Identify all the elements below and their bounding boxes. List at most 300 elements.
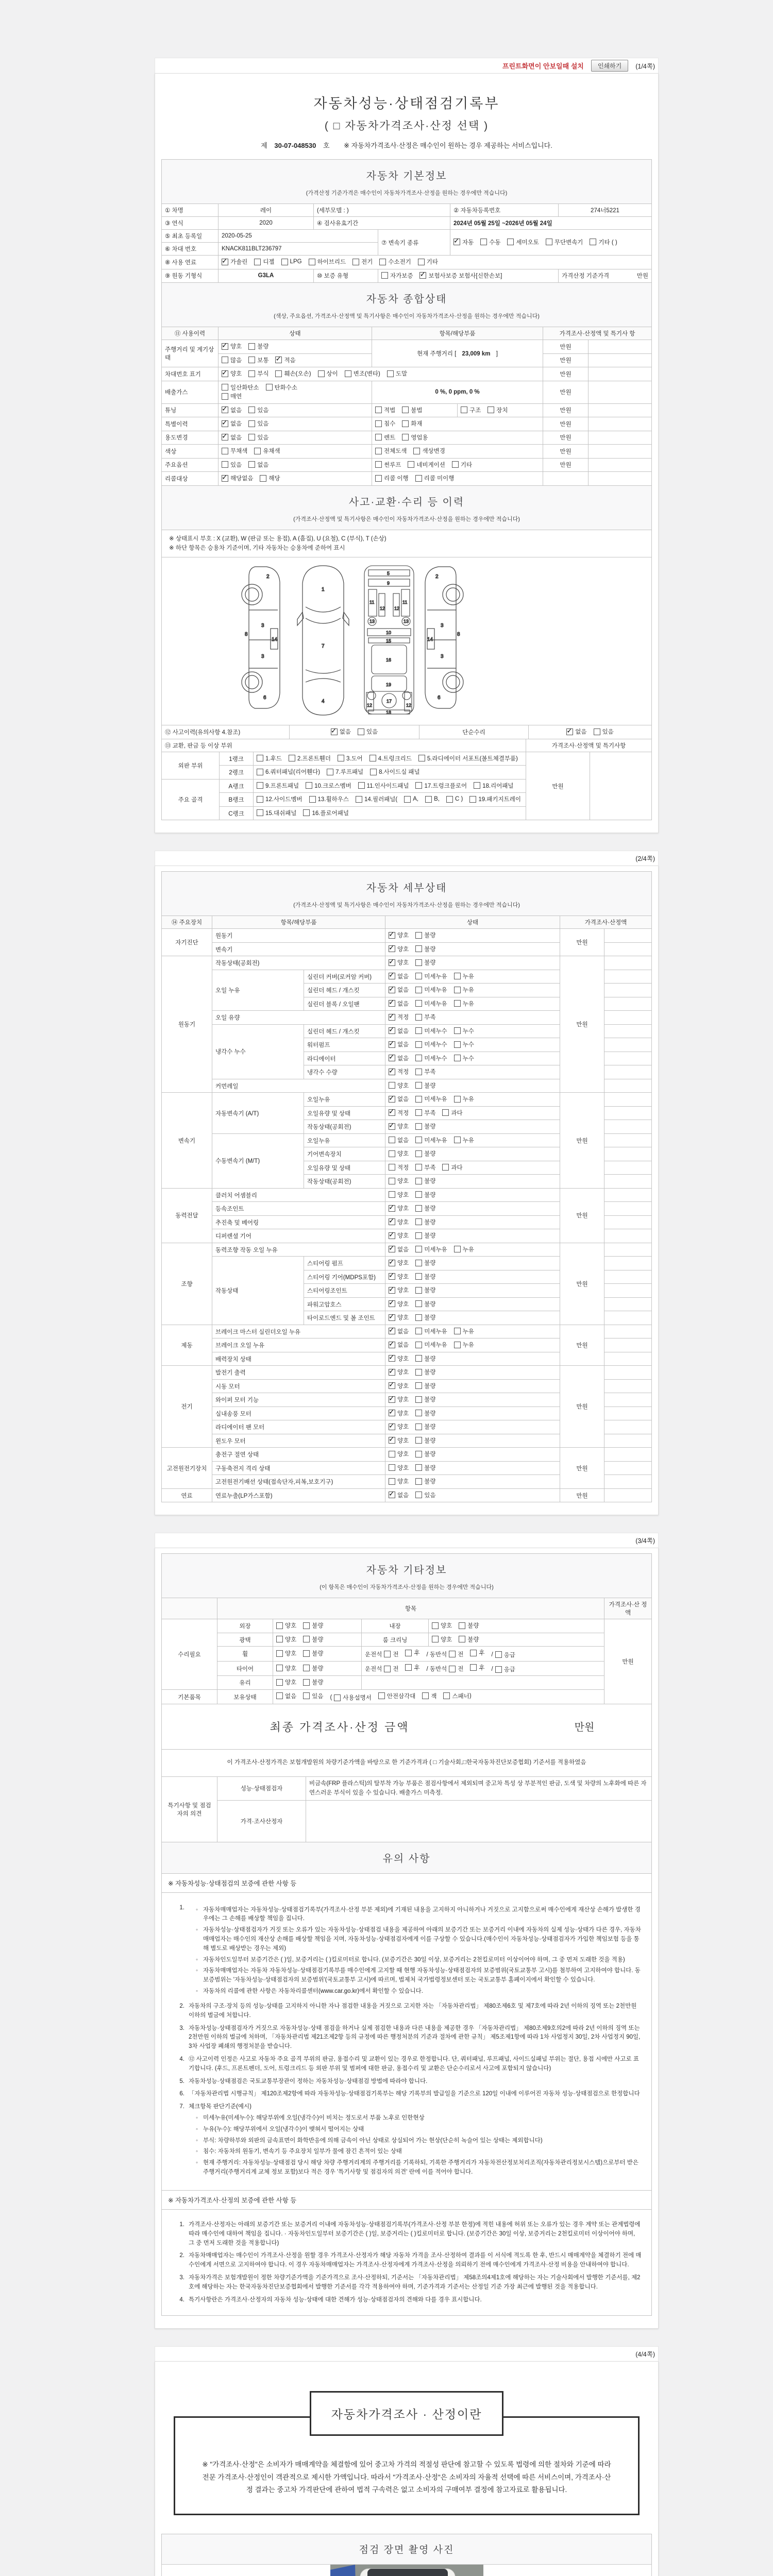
checkbox[interactable] bbox=[415, 1260, 422, 1266]
checkbox-checked[interactable] bbox=[331, 728, 338, 735]
svg-text:17: 17 bbox=[386, 699, 392, 704]
check-option bbox=[389, 1436, 409, 1445]
checkbox[interactable] bbox=[415, 1069, 422, 1075]
checkbox-checked[interactable] bbox=[222, 434, 228, 440]
checkbox[interactable] bbox=[415, 1055, 422, 1061]
checkbox[interactable] bbox=[248, 343, 255, 350]
checkbox[interactable] bbox=[356, 796, 362, 803]
checkbox[interactable] bbox=[415, 1014, 422, 1021]
checkbox[interactable] bbox=[415, 987, 422, 993]
checkbox-checked[interactable] bbox=[389, 1396, 395, 1403]
check-label: 8.사이드실 패널 bbox=[379, 769, 420, 776]
rank-checks bbox=[254, 752, 526, 766]
check-option bbox=[389, 1464, 409, 1472]
field-reg-no-value: 274너5221 bbox=[559, 204, 652, 217]
checkbox[interactable] bbox=[327, 769, 333, 775]
checkbox-checked[interactable] bbox=[389, 1096, 395, 1103]
checkbox[interactable] bbox=[415, 1423, 422, 1430]
checkbox[interactable] bbox=[257, 769, 263, 775]
checkbox-checked[interactable] bbox=[389, 1109, 395, 1116]
etc-r1b-label: 내장 bbox=[362, 1619, 429, 1633]
checkbox[interactable] bbox=[454, 1027, 461, 1034]
check-label: 불량 bbox=[424, 1479, 436, 1485]
checkbox[interactable] bbox=[257, 809, 263, 816]
checkbox[interactable] bbox=[415, 1178, 422, 1184]
checkbox[interactable] bbox=[254, 448, 261, 454]
item-label: 윈도우 모터 bbox=[212, 1434, 385, 1448]
checkbox[interactable] bbox=[415, 1150, 422, 1157]
checkbox[interactable] bbox=[590, 239, 596, 245]
checkbox[interactable] bbox=[405, 1650, 412, 1656]
checkbox-checked[interactable] bbox=[389, 945, 395, 952]
checkbox[interactable] bbox=[334, 1694, 341, 1701]
check-option bbox=[415, 1273, 435, 1281]
checkbox[interactable] bbox=[408, 461, 414, 468]
checkbox-checked[interactable] bbox=[389, 959, 395, 966]
field-first-reg-value: 2020-05-25 bbox=[219, 230, 378, 243]
checkbox[interactable] bbox=[454, 1342, 461, 1348]
device-note bbox=[604, 1461, 652, 1475]
checkbox-checked[interactable] bbox=[389, 1218, 395, 1225]
check-label: 불량 bbox=[424, 1192, 436, 1198]
checkbox[interactable] bbox=[480, 239, 487, 245]
checkbox[interactable] bbox=[402, 406, 409, 413]
checkbox[interactable] bbox=[415, 1164, 422, 1171]
checkbox[interactable] bbox=[375, 461, 382, 468]
check-option bbox=[389, 1491, 409, 1499]
recall-price bbox=[543, 472, 589, 486]
field-inspection-value: 2024년 05월 25일 ~2026년 05월 24일 bbox=[450, 217, 652, 230]
check-label: 보통 bbox=[257, 357, 269, 364]
checkbox[interactable] bbox=[415, 782, 422, 789]
checkbox[interactable] bbox=[495, 1651, 502, 1658]
check-option bbox=[389, 1013, 409, 1021]
checkbox-checked[interactable] bbox=[389, 1000, 395, 1007]
checkbox-checked[interactable] bbox=[222, 475, 228, 482]
check-label: 부족 bbox=[424, 1014, 436, 1021]
check-option bbox=[276, 1649, 296, 1657]
checkbox[interactable] bbox=[415, 1410, 422, 1416]
checkbox[interactable] bbox=[276, 1665, 283, 1671]
svg-text:18: 18 bbox=[386, 710, 392, 716]
checkbox[interactable] bbox=[459, 1622, 465, 1629]
checkbox[interactable] bbox=[345, 370, 351, 377]
item-state-checks bbox=[385, 1215, 560, 1229]
checkbox[interactable] bbox=[352, 259, 359, 265]
check-option bbox=[248, 419, 268, 428]
checkbox-checked[interactable] bbox=[453, 239, 460, 245]
checkbox[interactable] bbox=[389, 1191, 395, 1198]
device-note bbox=[604, 1325, 652, 1338]
checkbox[interactable] bbox=[248, 420, 255, 427]
checkbox[interactable] bbox=[459, 1636, 465, 1642]
checkbox[interactable] bbox=[446, 796, 453, 803]
item-label: 실린더 헤드 / 개스킷 bbox=[304, 984, 385, 997]
device-label: 제동 bbox=[162, 1325, 212, 1366]
checkbox[interactable] bbox=[454, 1137, 461, 1143]
checkbox[interactable] bbox=[389, 1451, 395, 1458]
field-engine-type-label: ⑨ 원동 기형식 bbox=[162, 269, 219, 283]
checkbox[interactable] bbox=[384, 1651, 391, 1657]
device-price: 만원 bbox=[560, 1488, 604, 1502]
checkbox-checked[interactable] bbox=[389, 1205, 395, 1212]
checkbox[interactable] bbox=[449, 1651, 456, 1657]
checkbox-checked[interactable] bbox=[419, 272, 426, 279]
check-option bbox=[425, 796, 440, 803]
checkbox[interactable] bbox=[415, 1232, 422, 1239]
checkbox[interactable] bbox=[454, 1000, 461, 1007]
checkbox[interactable] bbox=[303, 1650, 310, 1657]
checkbox-checked[interactable] bbox=[389, 1287, 395, 1294]
color-note bbox=[589, 445, 652, 459]
rank-checks bbox=[254, 766, 526, 779]
check-label: 기타 ( ) bbox=[598, 239, 617, 246]
check-option bbox=[415, 1218, 435, 1226]
checkbox[interactable] bbox=[415, 1191, 422, 1198]
checkbox[interactable] bbox=[415, 1355, 422, 1362]
item-label: 스티어링조인트 bbox=[304, 1284, 385, 1298]
bullet-text: 침수: 자동차의 원동기, 변속기 등 주요장치 일부가 물에 잠긴 흔적이 있는 상태 bbox=[203, 2148, 402, 2155]
checkbox[interactable] bbox=[454, 1096, 461, 1103]
checkbox-checked[interactable] bbox=[389, 1492, 395, 1498]
checkbox[interactable] bbox=[309, 259, 315, 265]
checkbox[interactable] bbox=[415, 1082, 422, 1089]
checkbox[interactable] bbox=[370, 769, 377, 775]
checkbox[interactable] bbox=[378, 1692, 385, 1699]
checkbox-checked[interactable] bbox=[389, 1369, 395, 1376]
checkbox[interactable] bbox=[415, 1287, 422, 1294]
checkbox[interactable] bbox=[402, 434, 409, 440]
checkbox-checked[interactable] bbox=[222, 370, 228, 377]
checkbox[interactable] bbox=[454, 1055, 461, 1061]
checkbox[interactable] bbox=[375, 406, 382, 413]
checkbox-checked[interactable] bbox=[389, 1342, 395, 1348]
checkbox[interactable] bbox=[415, 475, 422, 482]
checkbox[interactable] bbox=[546, 239, 552, 245]
checkbox[interactable] bbox=[432, 1636, 439, 1642]
checkbox-checked[interactable] bbox=[389, 1382, 395, 1389]
checkbox[interactable] bbox=[415, 1451, 422, 1458]
check-option bbox=[404, 796, 418, 803]
check-pre-label: / bbox=[491, 1666, 493, 1673]
checkbox[interactable] bbox=[222, 461, 228, 468]
checkbox[interactable] bbox=[276, 1692, 283, 1699]
checkbox-checked[interactable] bbox=[389, 973, 395, 979]
checkbox[interactable] bbox=[415, 1218, 422, 1225]
checkbox[interactable] bbox=[260, 475, 266, 482]
checkbox[interactable] bbox=[415, 1096, 422, 1103]
checkbox[interactable] bbox=[415, 945, 422, 952]
final-price-row bbox=[161, 1704, 652, 1750]
checkbox[interactable] bbox=[254, 259, 261, 265]
checkbox-checked[interactable] bbox=[389, 1041, 395, 1048]
check-label: 누수 bbox=[462, 1055, 474, 1062]
check-label: 누유 bbox=[462, 1246, 474, 1253]
bullet-icon: ◦ bbox=[196, 1988, 198, 1995]
checkbox[interactable] bbox=[470, 1650, 477, 1656]
check-label: 하이브리드 bbox=[317, 259, 346, 265]
checkbox[interactable] bbox=[415, 1492, 422, 1498]
checkbox[interactable] bbox=[432, 1622, 439, 1629]
check-label: 양호 bbox=[397, 1082, 409, 1089]
checkbox[interactable] bbox=[415, 1464, 422, 1471]
checkbox[interactable] bbox=[415, 1437, 422, 1444]
check-label: 전체도색 bbox=[384, 448, 407, 454]
checkbox[interactable] bbox=[276, 1636, 283, 1642]
checkbox-checked[interactable] bbox=[389, 932, 395, 939]
item-label: 오일 유량 bbox=[212, 1011, 385, 1025]
checkbox[interactable] bbox=[303, 1665, 310, 1671]
check-label: 후 bbox=[414, 1665, 420, 1671]
checkbox[interactable] bbox=[266, 384, 273, 391]
checkbox[interactable] bbox=[404, 796, 411, 803]
checkbox[interactable] bbox=[222, 448, 228, 454]
checkbox[interactable] bbox=[318, 370, 325, 377]
checkbox[interactable] bbox=[495, 1666, 502, 1673]
checkbox-checked[interactable] bbox=[389, 1027, 395, 1034]
checkbox-checked[interactable] bbox=[389, 1123, 395, 1130]
checkbox[interactable] bbox=[415, 1342, 422, 1348]
checkbox[interactable] bbox=[418, 755, 425, 761]
checkbox-checked[interactable] bbox=[389, 1410, 395, 1416]
tuning-price: 만원 bbox=[543, 403, 589, 417]
notice-item-content bbox=[189, 2090, 642, 2099]
checkbox-checked[interactable] bbox=[222, 420, 228, 427]
item-state-checks bbox=[385, 997, 560, 1011]
checkbox[interactable] bbox=[387, 370, 394, 377]
check-option bbox=[413, 447, 445, 455]
checkbox-checked[interactable] bbox=[275, 357, 282, 363]
checkbox[interactable] bbox=[384, 1666, 391, 1672]
checkbox-checked[interactable] bbox=[389, 1328, 395, 1334]
checkbox[interactable] bbox=[276, 1622, 283, 1629]
overall-h-item: 항목/해당부품 bbox=[372, 327, 543, 340]
checkbox[interactable] bbox=[405, 1664, 412, 1671]
mileage-note1 bbox=[589, 340, 652, 354]
checkbox[interactable] bbox=[415, 1396, 422, 1403]
checkbox[interactable] bbox=[594, 728, 600, 735]
checkbox[interactable] bbox=[454, 987, 461, 993]
checkbox[interactable] bbox=[358, 728, 364, 735]
checkbox[interactable] bbox=[415, 959, 422, 966]
checkbox-checked[interactable] bbox=[566, 728, 573, 735]
check-label: 적정 bbox=[397, 1014, 409, 1021]
checkbox[interactable] bbox=[415, 1328, 422, 1334]
checkbox-checked[interactable] bbox=[389, 987, 395, 993]
checkbox[interactable] bbox=[415, 1041, 422, 1048]
bullet-text: 누유(누수): 해당부위에서 오일(냉각수)이 맺혀서 떨어지는 상태 bbox=[203, 2126, 364, 2132]
checkbox[interactable] bbox=[469, 796, 476, 803]
special-label: 특별이력 bbox=[162, 417, 219, 431]
checkbox[interactable] bbox=[389, 1137, 395, 1143]
option-note bbox=[589, 458, 652, 472]
checkbox[interactable] bbox=[281, 259, 288, 265]
checkbox[interactable] bbox=[375, 434, 382, 440]
checkbox[interactable] bbox=[415, 1382, 422, 1389]
item-state-checks bbox=[385, 1065, 560, 1079]
checkbox[interactable] bbox=[375, 448, 382, 454]
checkbox[interactable] bbox=[248, 357, 255, 363]
rank-group-label: 외판 부위 bbox=[162, 752, 220, 779]
checkbox[interactable] bbox=[257, 796, 263, 803]
checkbox[interactable] bbox=[454, 1041, 461, 1048]
checkbox-checked[interactable] bbox=[389, 1273, 395, 1280]
checkbox[interactable] bbox=[415, 1000, 422, 1007]
checkbox[interactable] bbox=[449, 1666, 456, 1672]
check-label: 불량 bbox=[312, 1665, 324, 1672]
checkbox[interactable] bbox=[369, 755, 376, 761]
checkbox[interactable] bbox=[276, 1650, 283, 1657]
device-note bbox=[604, 1352, 652, 1366]
checkbox[interactable] bbox=[470, 1664, 477, 1671]
checkbox[interactable] bbox=[415, 1369, 422, 1376]
section-notice-header bbox=[161, 1842, 652, 1874]
checkbox[interactable] bbox=[389, 1150, 395, 1157]
checkbox[interactable] bbox=[488, 406, 494, 413]
checkbox[interactable] bbox=[309, 796, 316, 803]
checkbox[interactable] bbox=[413, 448, 420, 454]
checkbox-checked[interactable] bbox=[222, 343, 228, 350]
sub-group-label: 작동상태 bbox=[212, 1257, 304, 1325]
checkbox-checked[interactable] bbox=[389, 1423, 395, 1430]
checkbox[interactable] bbox=[275, 370, 282, 377]
checkbox[interactable] bbox=[415, 1123, 422, 1130]
check-option bbox=[415, 474, 455, 482]
checkbox[interactable] bbox=[248, 434, 255, 440]
checkbox[interactable] bbox=[415, 1314, 422, 1321]
checkbox[interactable] bbox=[358, 782, 365, 789]
checkbox[interactable] bbox=[402, 420, 409, 427]
check-option bbox=[415, 931, 435, 939]
check-label: 미세누유 bbox=[424, 1001, 447, 1007]
check-option bbox=[389, 1122, 409, 1130]
device-label: 변속기 bbox=[162, 1093, 212, 1189]
checkbox[interactable] bbox=[415, 1137, 422, 1143]
notice-item-number: 1. bbox=[179, 2221, 184, 2228]
checkbox[interactable] bbox=[303, 1622, 310, 1629]
checkbox[interactable] bbox=[248, 370, 255, 377]
usage-note bbox=[589, 431, 652, 445]
etc-r2a-checks bbox=[273, 1633, 362, 1647]
checkbox[interactable] bbox=[454, 1246, 461, 1252]
checkbox-checked[interactable] bbox=[389, 1260, 395, 1266]
checkbox[interactable] bbox=[375, 475, 382, 482]
checkbox[interactable] bbox=[257, 755, 263, 761]
checkbox[interactable] bbox=[248, 406, 255, 413]
item-state-checks bbox=[385, 1229, 560, 1243]
checkbox[interactable] bbox=[418, 259, 425, 265]
checkbox[interactable] bbox=[507, 239, 514, 245]
checkbox-checked[interactable] bbox=[389, 1055, 395, 1061]
checkbox[interactable] bbox=[443, 1692, 450, 1699]
checkbox[interactable] bbox=[379, 259, 386, 265]
checkbox[interactable] bbox=[375, 420, 382, 427]
checkbox-checked[interactable] bbox=[389, 1014, 395, 1021]
checkbox[interactable] bbox=[222, 384, 228, 391]
checkbox[interactable] bbox=[303, 1679, 310, 1686]
checkbox[interactable] bbox=[257, 782, 263, 789]
checkbox[interactable] bbox=[415, 1300, 422, 1307]
checkbox-checked[interactable] bbox=[389, 1314, 395, 1321]
checkbox[interactable] bbox=[415, 973, 422, 979]
checkbox[interactable] bbox=[415, 1246, 422, 1252]
checkbox[interactable] bbox=[461, 406, 467, 413]
checkbox[interactable] bbox=[306, 782, 312, 789]
checkbox-checked[interactable] bbox=[389, 1232, 395, 1239]
checkbox[interactable] bbox=[248, 461, 255, 468]
checkbox[interactable] bbox=[338, 755, 344, 761]
checkbox-checked[interactable] bbox=[222, 259, 228, 265]
checkbox[interactable] bbox=[442, 1109, 449, 1116]
item-label: 추진축 및 베어링 bbox=[212, 1215, 385, 1229]
check-label: 미세누유 bbox=[424, 987, 447, 994]
checkbox[interactable] bbox=[415, 1027, 422, 1034]
item-label: 오일유량 및 상태 bbox=[304, 1106, 385, 1120]
checkbox-checked[interactable] bbox=[222, 406, 228, 413]
checkbox[interactable] bbox=[389, 1178, 395, 1184]
checkbox[interactable] bbox=[303, 1692, 310, 1699]
checkbox[interactable] bbox=[415, 1273, 422, 1280]
check-option bbox=[415, 1081, 435, 1090]
check-option bbox=[222, 461, 242, 469]
checkbox[interactable] bbox=[452, 461, 459, 468]
checkbox[interactable] bbox=[425, 796, 432, 803]
mileage-post: ] bbox=[496, 351, 498, 357]
checkbox[interactable] bbox=[389, 1478, 395, 1485]
notice-item bbox=[171, 2024, 642, 2052]
check-label: 가솔린 bbox=[230, 259, 248, 265]
checkbox[interactable] bbox=[454, 973, 461, 979]
checkbox[interactable] bbox=[222, 357, 228, 363]
checkbox[interactable] bbox=[381, 272, 388, 279]
checkbox[interactable] bbox=[474, 782, 480, 789]
checkbox-checked[interactable] bbox=[389, 1069, 395, 1075]
checkbox[interactable] bbox=[442, 1164, 449, 1171]
remarks-row1-label: 성능·상태점검자 bbox=[217, 1776, 306, 1800]
print-install-link[interactable]: 프린트화면이 안보일때 설치 bbox=[502, 62, 584, 70]
checkbox[interactable] bbox=[289, 755, 295, 761]
checkbox-checked[interactable] bbox=[389, 1246, 395, 1252]
check-option bbox=[389, 986, 409, 994]
check-option bbox=[566, 727, 586, 736]
checkbox[interactable] bbox=[303, 1636, 310, 1642]
check-label: 양호 bbox=[285, 1636, 297, 1643]
checkbox[interactable] bbox=[222, 393, 228, 400]
checkbox[interactable] bbox=[415, 1205, 422, 1212]
checkbox[interactable] bbox=[303, 809, 310, 816]
checkbox[interactable] bbox=[389, 1464, 395, 1471]
check-option bbox=[370, 768, 419, 776]
checkbox[interactable] bbox=[454, 1328, 461, 1334]
checkbox-checked[interactable] bbox=[389, 1355, 395, 1362]
checkbox[interactable] bbox=[276, 1679, 283, 1686]
checkbox[interactable] bbox=[389, 1164, 395, 1171]
checkbox[interactable] bbox=[422, 1692, 429, 1699]
page4-strip bbox=[155, 2346, 659, 2361]
device-label: 연료 bbox=[162, 1488, 212, 1502]
checkbox[interactable] bbox=[415, 1109, 422, 1116]
checkbox-checked[interactable] bbox=[389, 1437, 395, 1444]
checkbox[interactable] bbox=[415, 932, 422, 939]
checkbox-checked[interactable] bbox=[389, 1300, 395, 1307]
checkbox[interactable] bbox=[389, 1082, 395, 1089]
check-option bbox=[415, 1382, 435, 1390]
print-button[interactable]: 인쇄하기 bbox=[591, 60, 628, 72]
notice-b-body bbox=[161, 2209, 652, 2316]
rank-label: 1랭크 bbox=[220, 752, 254, 766]
tuning-item2 bbox=[458, 403, 543, 417]
checkbox[interactable] bbox=[415, 1478, 422, 1485]
